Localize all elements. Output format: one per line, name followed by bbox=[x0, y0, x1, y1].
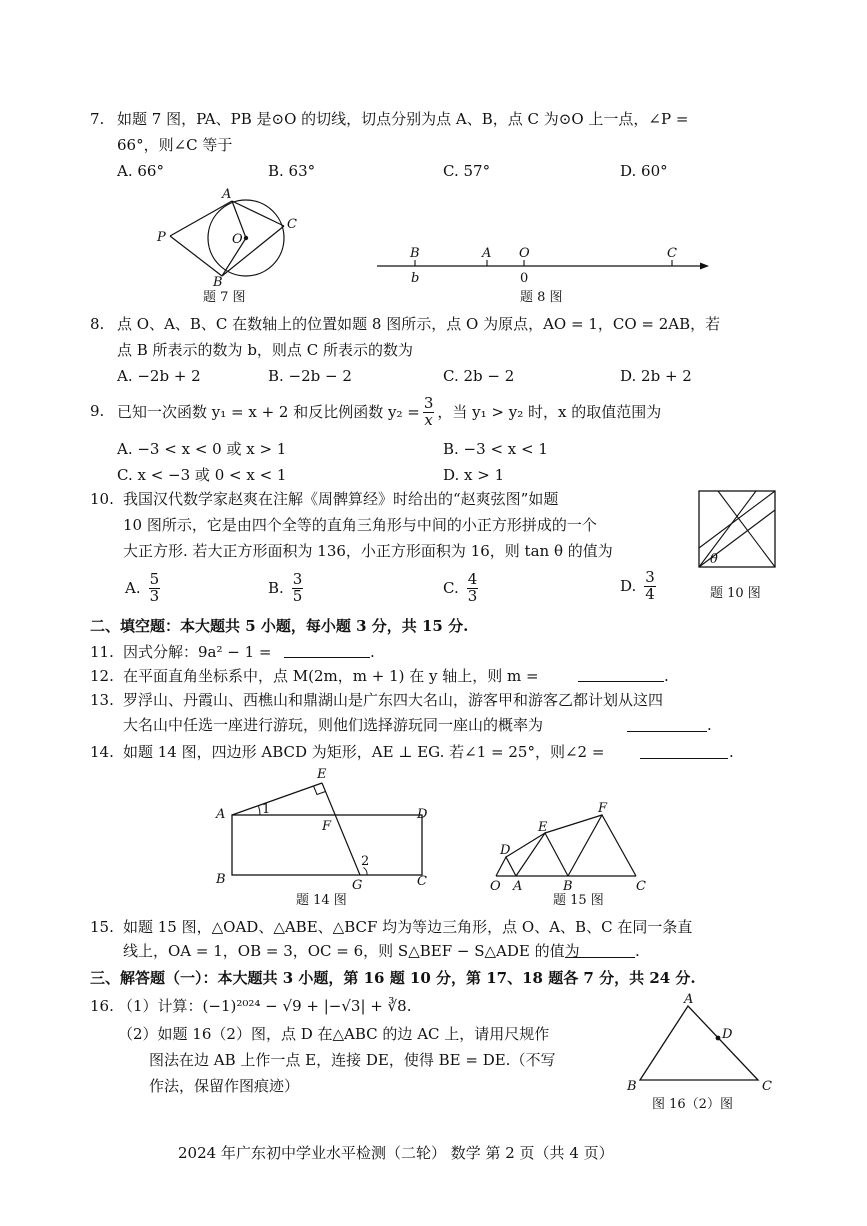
q8-option-a: A. −2b + 2 bbox=[117, 367, 201, 385]
q15-period: . bbox=[635, 942, 640, 960]
q10-option-a-fraction bbox=[149, 572, 161, 605]
q11-number: 11. bbox=[90, 643, 114, 661]
fig15-label-f: F bbox=[598, 801, 608, 816]
figure-8-number-line bbox=[375, 244, 715, 284]
fig14-label-a: A bbox=[216, 807, 226, 822]
fig7-label-c: C bbox=[287, 217, 297, 232]
q13-period: . bbox=[707, 716, 712, 734]
q12-number: 12. bbox=[90, 667, 114, 685]
q13-number: 13. bbox=[90, 691, 114, 709]
q16-number: 16. bbox=[90, 997, 114, 1015]
q14-period: . bbox=[729, 743, 734, 761]
fig15-label-c: C bbox=[636, 879, 646, 894]
q7-number: 7. bbox=[90, 110, 105, 128]
section-3-title: 三、解答题（一）：本大题共 3 小题，第 16 题 10 分，第 17、18 题各 7 分，共 24 分. bbox=[90, 969, 696, 987]
fig15-label-b: B bbox=[563, 879, 573, 894]
q10-option-c-fraction bbox=[467, 572, 479, 605]
q16-part2-line1: （2）如题 16（2）图，点 D 在△ABC 的边 AC 上，请用尺规作 bbox=[118, 1025, 550, 1043]
q9-option-b: B. −3 < x < 1 bbox=[443, 440, 548, 458]
q7-option-c: C. 57° bbox=[443, 162, 491, 180]
q10-option-c bbox=[443, 572, 478, 605]
fig8-label-o: O bbox=[519, 246, 530, 261]
fig7-label-b: B bbox=[213, 275, 223, 290]
q8-stem-line1: 点 O、A、B、C 在数轴上的位置如题 8 图所示，点 O 为原点，AO = 1，CO = 2AB，若 bbox=[117, 315, 721, 333]
q8-option-c: C. 2b − 2 bbox=[443, 367, 515, 385]
q9-option-d: D. x > 1 bbox=[443, 466, 505, 484]
q16-part2-line2: 图法在边 AB 上作一点 E，连接 DE，使得 BE = DE.（不写 bbox=[149, 1051, 556, 1069]
q10-option-c-label: C. bbox=[443, 578, 459, 597]
figure-14-rectangle bbox=[212, 768, 437, 893]
q10-option-d-num: 3 bbox=[645, 568, 655, 586]
q10-option-a-den: 3 bbox=[149, 586, 160, 605]
fig7-caption: 题 7 图 bbox=[203, 290, 246, 305]
q16-part1: （1）计算：(−1)²⁰²⁴ − √9 + |−√3| + ∛8. bbox=[118, 997, 412, 1015]
q12-period: . bbox=[664, 667, 669, 685]
q9-fraction bbox=[423, 393, 435, 429]
q11-answer-blank[interactable] bbox=[284, 657, 370, 658]
fig7-label-o: O bbox=[232, 232, 243, 247]
q13-answer-blank[interactable] bbox=[627, 731, 707, 732]
q15-line1: 如题 15 图，△OAD、△ABE、△BCF 均为等边三角形，点 O、A、B、C 在同一条直 bbox=[123, 918, 693, 936]
q10-option-b-den: 5 bbox=[292, 586, 303, 605]
q10-stem-line1: 我国汉代数学家赵爽在注解《周髀算经》时给出的“赵爽弦图”如题 bbox=[123, 490, 559, 508]
fig15-label-o: O bbox=[490, 879, 501, 894]
fig7-label-p: P bbox=[157, 230, 166, 245]
figure-15-equilateral-triangles bbox=[486, 800, 656, 895]
q10-option-c-num: 4 bbox=[467, 570, 478, 588]
q9-stem-post: ，当 y₁ > y₂ 时，x 的取值范围为 bbox=[437, 402, 662, 421]
q10-option-d-fraction bbox=[644, 570, 656, 603]
q8-option-d: D. 2b + 2 bbox=[620, 367, 692, 385]
q10-number: 10. bbox=[90, 490, 114, 508]
fig16-label-b: B bbox=[627, 1079, 637, 1094]
fig14-label-f: F bbox=[322, 819, 332, 834]
q9-option-c: C. x < −3 或 0 < x < 1 bbox=[117, 466, 287, 484]
fig16-label-d: D bbox=[722, 1027, 733, 1042]
q9-stem-pre: 已知一次函数 y₁ = x + 2 和反比例函数 y₂ = bbox=[117, 402, 420, 421]
fig14-label-angle2: 2 bbox=[361, 854, 370, 869]
fig15-label-a: A bbox=[513, 879, 523, 894]
q12-answer-blank[interactable] bbox=[578, 681, 664, 682]
fig14-label-angle1: 1 bbox=[262, 802, 271, 817]
q10-option-b-label: B. bbox=[268, 578, 284, 597]
q7-stem-line1: 如题 7 图，PA、PB 是⊙O 的切线，切点分别为点 A、B，点 C 为⊙O 上一点，∠P = bbox=[117, 110, 689, 128]
fig15-caption: 题 15 图 bbox=[553, 893, 604, 908]
q10-option-a-label: A. bbox=[125, 578, 141, 597]
q13-line2: 大名山中任选一座进行游玩，则他们选择游玩同一座山的概率为 bbox=[123, 716, 544, 734]
q10-option-d bbox=[620, 570, 656, 603]
fig16-label-c: C bbox=[762, 1079, 772, 1094]
q12-text: 在平面直角坐标系中，点 M(2m，m + 1) 在 y 轴上，则 m = bbox=[123, 667, 539, 685]
q8-number: 8. bbox=[90, 315, 105, 333]
fig15-label-d: D bbox=[500, 843, 511, 858]
q14-text: 如题 14 图，四边形 ABCD 为矩形，AE ⊥ EG. 若∠1 = 25°，则∠2 = bbox=[123, 743, 605, 761]
fig10-theta: θ bbox=[710, 552, 718, 567]
q9-option-a: A. −3 < x < 0 或 x > 1 bbox=[117, 440, 287, 458]
figure-16-triangle bbox=[624, 994, 784, 1094]
fig8-label-zero: 0 bbox=[520, 271, 529, 286]
q11-text: 因式分解：9a² − 1 = bbox=[123, 643, 272, 661]
fig10-caption: 题 10 图 bbox=[710, 586, 761, 601]
fig14-caption: 题 14 图 bbox=[296, 893, 347, 908]
q15-line2: 线上，OA = 1，OB = 3，OC = 6，则 S△BEF − S△ADE 的值为 bbox=[123, 942, 580, 960]
q14-answer-blank[interactable] bbox=[640, 758, 728, 759]
q10-option-d-den: 4 bbox=[645, 584, 655, 603]
q7-option-b: B. 63° bbox=[268, 162, 316, 180]
fig8-label-b: B bbox=[410, 246, 420, 261]
fig16-caption: 图 16（2）图 bbox=[652, 1097, 733, 1112]
q10-option-a bbox=[125, 572, 160, 605]
q7-stem-line2: 66°，则∠C 等于 bbox=[117, 136, 233, 154]
fig8-label-c: C bbox=[667, 246, 677, 261]
fig14-label-d: D bbox=[417, 807, 428, 822]
q9-fraction-numerator: 3 bbox=[423, 393, 434, 412]
q16-part2-line3: 作法，保留作图痕迹） bbox=[149, 1077, 300, 1095]
q9-stem bbox=[117, 392, 661, 432]
fig8-caption: 题 8 图 bbox=[520, 290, 563, 305]
fig14-label-b: B bbox=[216, 872, 226, 887]
fig8-label-a: A bbox=[482, 246, 492, 261]
q8-option-b: B. −2b − 2 bbox=[268, 367, 352, 385]
fig7-label-a: A bbox=[222, 187, 232, 202]
fig16-label-a: A bbox=[684, 992, 694, 1007]
q10-option-a-num: 5 bbox=[149, 570, 160, 588]
q8-stem-line2: 点 B 所表示的数为 b，则点 C 所表示的数为 bbox=[117, 341, 413, 359]
fig14-label-g: G bbox=[352, 878, 363, 893]
q7-option-a: A. 66° bbox=[117, 162, 164, 180]
q11-period: . bbox=[370, 643, 375, 661]
q10-option-c-den: 3 bbox=[467, 586, 478, 605]
page-footer: 2024 年广东初中学业水平检测（二轮） 数学 第 2 页（共 4 页） bbox=[178, 1144, 614, 1162]
q9-number: 9. bbox=[90, 402, 105, 420]
q13-line1: 罗浮山、丹霞山、西樵山和鼎湖山是广东四大名山，游客甲和游客乙都计划从这四 bbox=[123, 691, 664, 709]
fig14-label-e: E bbox=[317, 767, 327, 782]
q10-stem-line2: 10 图所示，它是由四个全等的直角三角形与中间的小正方形拼成的一个 bbox=[123, 516, 597, 534]
q10-option-b-fraction bbox=[292, 572, 304, 605]
q10-option-d-label: D. bbox=[620, 576, 637, 595]
q10-option-b bbox=[268, 572, 303, 605]
fig15-label-e: E bbox=[538, 820, 548, 835]
q7-option-d: D. 60° bbox=[620, 162, 668, 180]
q10-option-b-num: 3 bbox=[292, 570, 303, 588]
section-2-title: 二、填空题：本大题共 5 小题，每小题 3 分，共 15 分. bbox=[90, 617, 469, 635]
figure-7-circle-tangents bbox=[150, 186, 310, 290]
fig14-label-c: C bbox=[417, 874, 427, 889]
q15-number: 15. bbox=[90, 918, 114, 936]
q15-answer-blank[interactable] bbox=[565, 957, 635, 958]
q9-fraction-denominator: x bbox=[424, 410, 433, 429]
q10-stem-line3: 大正方形. 若大正方形面积为 136，小正方形面积为 16，则 tan θ 的值为 bbox=[123, 542, 613, 560]
figure-10-zhao-shuang-diagram bbox=[698, 490, 778, 570]
fig8-label-b-value: b bbox=[411, 271, 420, 286]
q14-number: 14. bbox=[90, 743, 114, 761]
